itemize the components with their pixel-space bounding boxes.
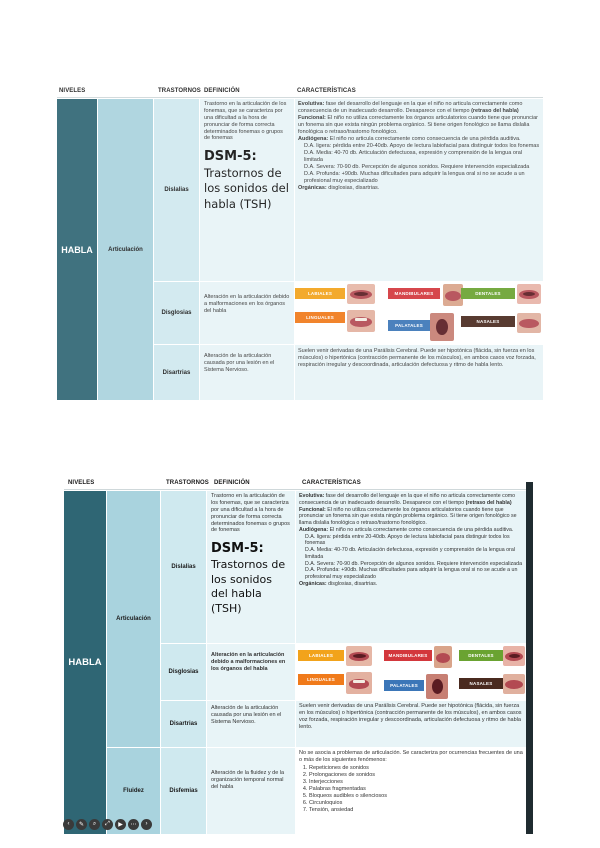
disfemias-cell [161, 748, 206, 834]
audiogena-label: Audiógena: [298, 136, 329, 143]
audiogena-label: Audiógena: [299, 526, 329, 533]
funcional-text: El niño no utiliza correctamente los órganos articulatorios cuando tiene que pronunciar un fonema sin que exista ningún problema orgánico. Si tiene origen fonológico se llama dislalia fonológica o retraso/trastorno fonológico. [299, 506, 517, 527]
funcional-label: Funcional: [299, 506, 326, 513]
disglosias-label: Disglosias [168, 669, 199, 675]
articulacion-label: Articulación [116, 616, 151, 622]
articulacion-cell [98, 99, 153, 400]
video-icon[interactable]: ▶ [115, 819, 126, 830]
tag-mandibulares: MANDIBULARES [388, 288, 440, 299]
dsm-subtitle: Trastornos de los sonidos del habla (TSH) [204, 165, 289, 211]
disfemias-label: Disfemias [169, 788, 198, 794]
habla-cell [57, 99, 97, 400]
fluidez-label: Fluidez [123, 788, 144, 794]
dislalias-cell [154, 99, 199, 281]
disfemias-definition [207, 748, 295, 834]
disglosias-cell [154, 282, 199, 344]
mouth-image [346, 646, 372, 666]
list-item: 2. Prolongaciones de sonidos [309, 772, 523, 779]
disartrias-text: Suelen venir derivadas de una Parálisis Cerebral. Puede ser hipotónica (flácida, sin fuerza en los músculos) o hipertónica (contracción permanente de los músculos), en ambos casos voz forzada, respiración irregular y descoordinada, articulación defectuosa y ritmo de habla lento. [298, 348, 536, 369]
list-item: 4. Palabras fragmentadas [309, 786, 523, 793]
mouth-image [517, 313, 541, 333]
face-image [434, 646, 452, 668]
funcional-text: El niño no utiliza correctamente los órganos articulatorios cuando tiene que pronunciar un fonema sin que exista ningún problema orgánico. Si tiene origen fonológico se llama dislalia fonológica o retraso/trastorno fonológico. [298, 115, 538, 136]
dislalias-definition [207, 491, 295, 643]
organicas-label: Orgánicas: [298, 185, 327, 192]
disglosias-images [296, 644, 526, 700]
da-profunda: D.A. Profunda: +90db. Muchas dificultades para adquirir la lengua oral si no se acude a un profesional muy especializado [305, 567, 518, 581]
habla-label: HABLA [61, 244, 93, 255]
mouth-image [347, 284, 375, 304]
header-trastornos: TRASTORNOS [166, 480, 209, 486]
da-severa: D.A. Severa: 70-90 db. Percepción de algunos sonidos. Requiere intervención especializada [305, 560, 523, 567]
disfemias-list [309, 765, 523, 814]
disartrias-characteristics [296, 701, 526, 747]
tag-linguales: LINGUALES [295, 312, 345, 323]
forward-icon[interactable]: › [141, 819, 152, 830]
dislalias-definition [200, 99, 294, 281]
dislalias-label: Dislalias [164, 187, 189, 193]
tag-nasales: NASALES [461, 316, 515, 327]
more-icon[interactable]: ⋯ [128, 819, 139, 830]
audiogena-text: El niño no articula correctamente como consecuencia de una pérdida auditiva. [328, 526, 514, 533]
dislalias-definition-text: Trastorno en la articulación de los fonemas, que se caracteriza por una dificultad a la hora de pronunciar de forma correcta determinados fonemas o grupos de fonemas [211, 493, 290, 534]
tag-palatales: PALATALES [388, 320, 430, 331]
mouth-image [347, 310, 375, 332]
disartrias-label: Disartrias [162, 369, 191, 376]
dislalias-definition-text: Trastorno en la articulación de los fonemas, que se caracteriza por una dificultad a la hora de pronunciar de forma correcta determinados fonemas o grupos de fonemas [204, 101, 287, 142]
habla-label: HABLA [68, 657, 102, 668]
expand-icon[interactable]: ⤢ [102, 819, 113, 830]
disartrias-characteristics [295, 345, 543, 400]
mouth-image [503, 674, 525, 694]
disfemias-definition-text: Alteración de la fluidez y de la organización temporal normal del habla [211, 770, 285, 790]
disglosias-cell [161, 644, 206, 700]
palate-image [430, 313, 454, 341]
disglosias-definition-text: Alteración en la articulación debido a malformaciones en los órganos del habla [211, 652, 286, 672]
header-definicion: DEFINICIÓN [204, 88, 240, 94]
articulacion-cell [107, 491, 160, 747]
zoom-icon[interactable]: ⌕ [89, 819, 100, 830]
da-media: D.A. Media: 40-70 db. Articulación defectuosa, expresión y comprensión de la lengua oral limitada [305, 547, 515, 560]
da-ligera: D.A. ligera: pérdida entre 20-40db. Apoyo de lectura labiofacial para distinguir todos los fonemas [304, 143, 540, 150]
evolutiva-text: fase del desarrollo del lenguaje en la que el niño no articula correctamente como consecuencia de un inadecuado desarrollo. Desaparece con el tiempo [299, 493, 516, 506]
mouth-image [503, 646, 525, 666]
tag-labiales: LABIALES [295, 288, 345, 299]
disglosias-definition [200, 282, 294, 344]
disartrias-cell [161, 701, 206, 747]
disartrias-definition-text: Alteración de la articulación causada por una lesión en el Sistema Nervioso. [204, 353, 275, 373]
dsm-title: DSM-5: [204, 149, 257, 165]
audiogena-text: El niño no articula correctamente como consecuencia de una pérdida auditiva. [328, 136, 521, 143]
viewer-toolbar [63, 818, 152, 830]
dislalias-characteristics [295, 99, 543, 281]
list-item: 1. Repeticiones de sonidos [309, 765, 523, 772]
dsm-subtitle: Trastornos de los sonidos del habla (TSH) [211, 557, 286, 616]
back-icon[interactable]: ‹ [63, 819, 74, 830]
dsm-note [211, 540, 291, 617]
header-niveles: NIVELES [59, 88, 86, 94]
header-definicion: DEFINICIÓN [214, 480, 250, 486]
disartrias-definition [207, 701, 295, 747]
disartrias-definition-text: Alteración de la articulación causada por una lesión en el Sistema Nervioso. [211, 705, 282, 725]
disglosias-images [295, 282, 543, 344]
dsm-note [204, 148, 290, 212]
disfemias-characteristics [296, 748, 526, 834]
dislalias-characteristics [296, 491, 526, 643]
tag-nasales: NASALES [459, 678, 503, 689]
header-caracteristicas: CARACTERÍSTICAS [302, 480, 361, 486]
disartrias-cell [154, 345, 199, 400]
viewer-edge [526, 482, 533, 834]
articulacion-label: Articulación [108, 246, 143, 253]
da-ligera: D.A. ligera: pérdida entre 20-40db. Apoyo de lectura labiofacial para distinguir todos los fonemas [305, 533, 510, 547]
list-item: 6. Circunloquios [309, 800, 523, 807]
face-image [443, 284, 463, 306]
da-profunda: D.A. Profunda: +90db. Muchas dificultades para adquirir la lengua oral si no se acude a un profesional muy especializado [304, 171, 525, 185]
tag-palatales: PALATALES [384, 680, 424, 691]
dsm-title: DSM-5: [211, 541, 264, 557]
disartrias-text: Suelen venir derivadas de una Parálisis Cerebral. Puede ser hipotónica (flácida, sin fuerza en los músculos) o hipertónica (contracción permanente de los músculos), en ambos casos voz forzada, respiración irregular y descoordinada, articulación defectuosa y ritmo de habla lento. [299, 703, 522, 731]
evolutiva-text: fase del desarrollo del lenguaje en la que el niño no articula correctamente como consecuencia de un inadecuado desarrollo. Desaparece con el tiempo [298, 101, 523, 115]
organicas-text: disglosias, disartrias. [326, 185, 380, 192]
funcional-label: Funcional: [298, 115, 326, 122]
da-media: D.A. Media: 40-70 db. Articulación defectuosa, expresión y comprensión de la lengua oral limitada [304, 150, 522, 164]
habla-cell [64, 491, 106, 834]
dislalias-cell [161, 491, 206, 643]
pen-icon[interactable]: ✎ [76, 819, 87, 830]
tag-dentales: DENTALES [459, 650, 503, 661]
list-item: 7. Tensión, ansiedad [309, 807, 523, 814]
header-niveles: NIVELES [68, 480, 95, 486]
header-trastornos: TRASTORNOS [158, 88, 201, 94]
organicas-text: disglosias, disartrias. [326, 580, 378, 587]
palate-image [426, 674, 448, 699]
disglosias-definition [207, 644, 295, 700]
organicas-label: Orgánicas: [299, 580, 327, 587]
evolutiva-label: Evolutiva: [298, 101, 325, 107]
evolutiva-bold: (retraso del habla) [471, 108, 519, 115]
list-item: 5. Bloqueos audibles o silenciosos [309, 793, 523, 800]
mouth-image [517, 284, 541, 304]
da-severa: D.A. Severa: 70-90 db. Percepción de algunos sonidos. Requiere intervención especializada [304, 164, 530, 171]
disartrias-label: Disartrias [169, 721, 198, 727]
dislalias-label: Dislalias [171, 564, 196, 570]
evolutiva-label: Evolutiva: [299, 493, 325, 499]
disfemias-intro: No se asocia a problemas de articulación. Se caracteriza por ocurrencias frecuentes de una o más de los siguientes fenómenos: [299, 750, 523, 764]
tag-mandibulares: MANDIBULARES [384, 650, 432, 661]
header-caracteristicas: CARACTERÍSTICAS [297, 88, 356, 94]
disartrias-definition [200, 345, 294, 400]
tag-labiales: LABIALES [298, 650, 344, 661]
list-item: 3. Interjecciones [309, 779, 523, 786]
mouth-image [346, 672, 372, 694]
evolutiva-bold: (retraso del habla) [465, 499, 512, 506]
tag-dentales: DENTALES [461, 288, 515, 299]
disglosias-label: Disglosias [161, 310, 192, 316]
tag-linguales: LINGUALES [298, 674, 344, 685]
disglosias-definition-text: Alteración en la articulación debido a malformaciones en los órganos del habla [204, 294, 290, 314]
